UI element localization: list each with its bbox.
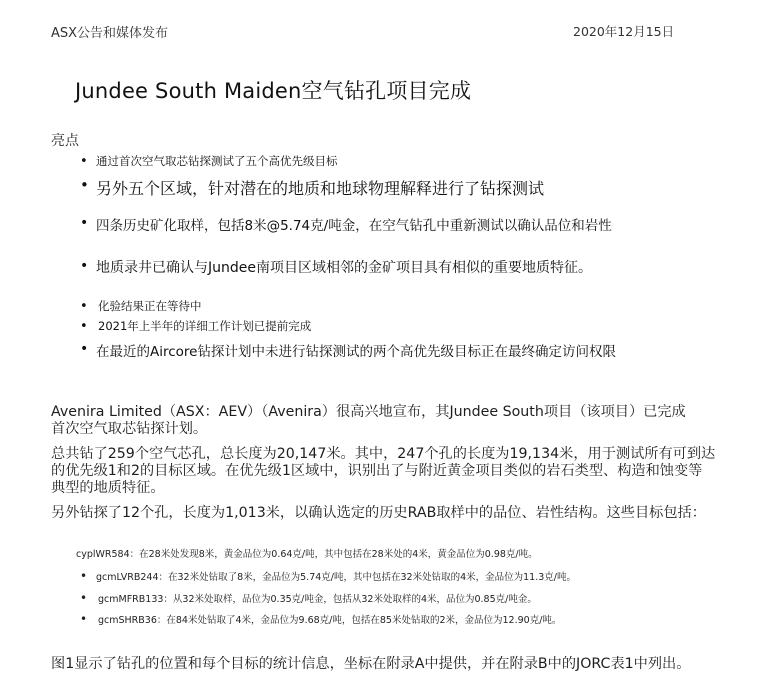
- bullet-icon: •: [80, 176, 89, 194]
- bullet-icon: •: [80, 154, 88, 169]
- bullet-icon: •: [80, 341, 89, 357]
- bullet-icon: •: [80, 319, 88, 334]
- figure-reference-paragraph: 图1显示了钻孔的位置和每个目标的统计信息，坐标在附录A中提供，并在附录B中的JORC表1中列出。: [51, 656, 691, 672]
- highlights-heading: 亮点: [51, 133, 79, 149]
- bullet-icon: •: [80, 612, 88, 626]
- page-title: Jundee South Maiden空气钻孔项目完成: [75, 79, 472, 103]
- document-source: ASX公告和媒体发布: [51, 26, 169, 41]
- intro-paragraph: Avenira Limited（ASX：AEV）（Avenira）很高兴地宣布，其Jundee South项目（该项目）已完成 首次空气取芯钻探计划。: [51, 404, 686, 437]
- target-item: cyplWR584：在28米处发现8米，黄金品位为0.64克/吨，其中包括在28米处的4米，黄金品位为0.98克/吨。: [76, 549, 538, 560]
- bullet-icon: •: [80, 258, 89, 274]
- bullet-icon: •: [80, 215, 89, 231]
- drilling-summary-paragraph: 总共钻了259个空气芯孔，总长度为20,147米。其中，247个孔的长度为19,134米，用于测试所有可到达 的优先级1和2的目标区域。在优先级1区域中，识别出了与附近黄金项目类似的岩石类型、构造和蚀变等 典型的地质特征。: [51, 446, 716, 496]
- document-date: 2020年12月15日: [573, 24, 675, 39]
- additional-holes-paragraph: 另外钻探了12个孔，长度为1,013米，以确认选定的历史RAB取样中的品位、岩性结构。这些目标包括：: [51, 505, 706, 521]
- bullet-icon: •: [80, 569, 88, 583]
- bullet-icon: •: [80, 299, 88, 314]
- bullet-icon: •: [80, 591, 88, 605]
